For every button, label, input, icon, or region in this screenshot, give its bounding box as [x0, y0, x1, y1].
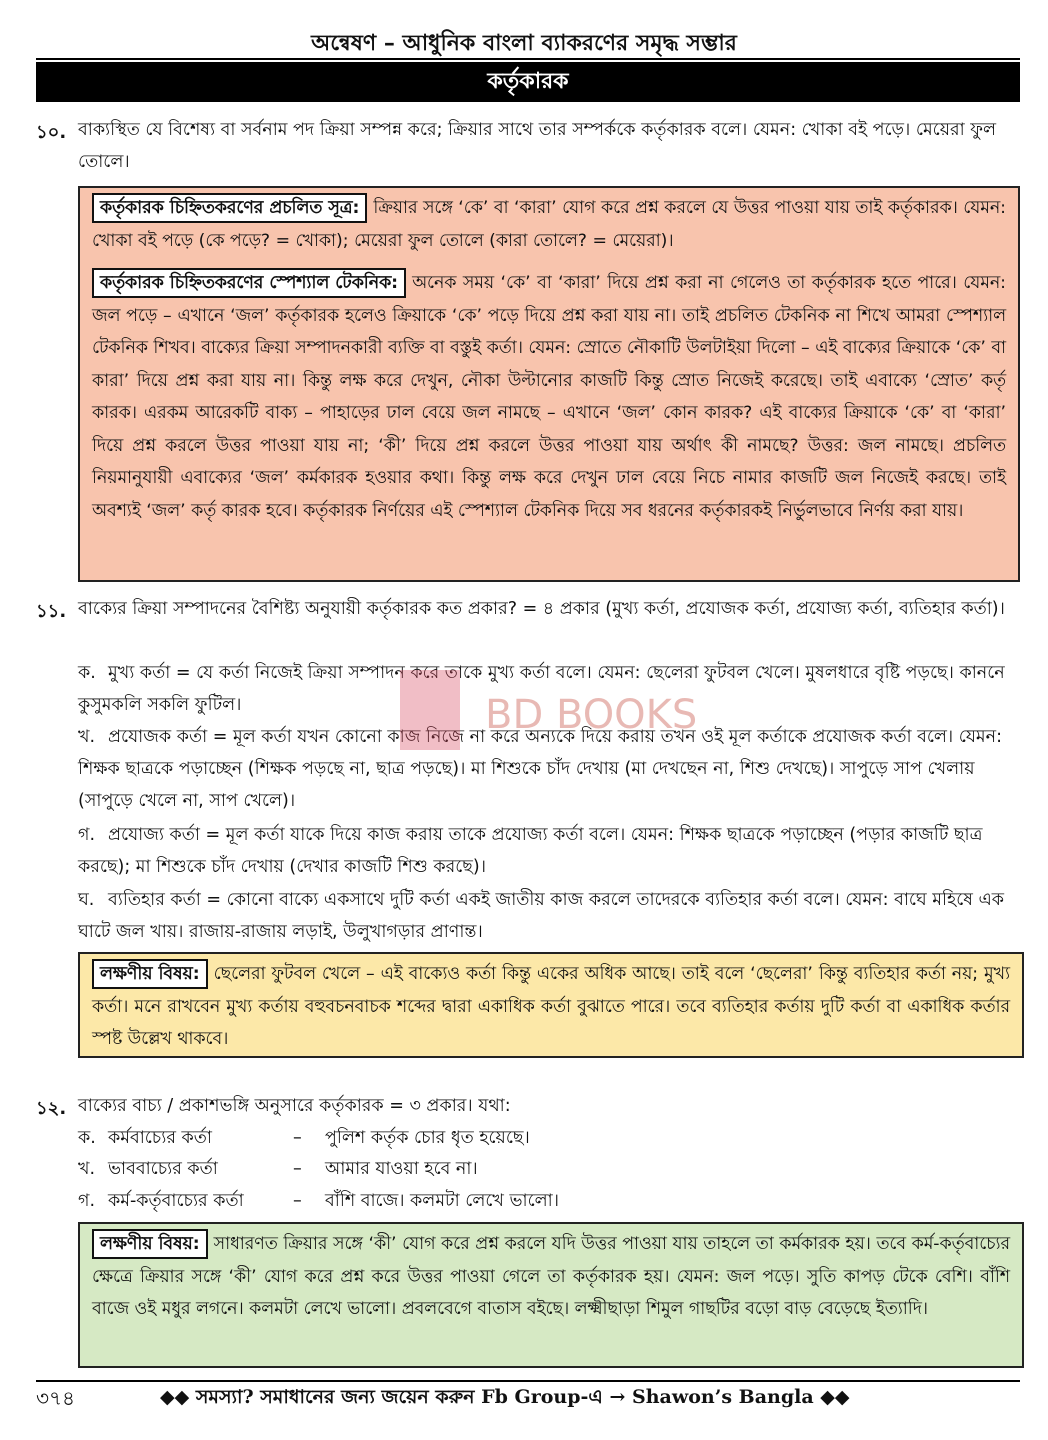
- q11-item-key: ক.: [78, 663, 96, 683]
- page-number: ৩৭৪: [36, 1386, 75, 1410]
- q11-item-text: ব্যতিহার কর্তা = কোনো বাক্যে একসাথে দুটি কর্তা একই জাতীয় কাজ করলে তাদেরকে ব্যতিহার কর্তা বলে। যেমন: বাঘে মহিষে এক ঘাটে জল খায়। রাজায়-রাজায় লড়াই, উলুখাগড়ার প্রাণান্ত।: [78, 890, 1005, 942]
- q12-row-key: ক.: [78, 1128, 96, 1148]
- q11-item-text: প্রযোজ্য কর্তা = মূল কর্তা যাকে দিয়ে কাজ করায় তাকে প্রযোজ্য কর্তা বলে। যেমন: শিক্ষক ছাত্রকে পড়াচ্ছেন (পড়ার কাজটি ছাত্র করছে); মা শিশুকে চাঁদ দেখায় (দেখার কাজটি শিশু করছে)।: [78, 825, 983, 877]
- bd-books-watermark-logo: [400, 670, 698, 750]
- q11-item-ga: [78, 819, 1018, 883]
- q12-row-key: গ.: [78, 1191, 96, 1211]
- section-banner: কর্তৃকারক: [36, 62, 1020, 102]
- conventional-rule-text: ক্রিয়ার সঙ্গে ‘কে’ বা ‘কারা’ যোগ করে প্রশ্ন করলে যে উত্তর পাওয়া যায় তাই কর্তৃকারক। যেমন: খোকা বই পড়ে (কে পড়ে? = খোকা); মেয়েরা ফুল তোলে (কারা তোলে? = মেয়েরা)।: [92, 198, 1006, 251]
- q12-row-ga: [78, 1185, 559, 1217]
- special-technique-box: [78, 186, 1020, 582]
- page-header-title: অন্বেষণ – আধুনিক বাংলা ব্যাকরণের সমৃদ্ধ সম্ভার: [311, 30, 737, 56]
- note-label: লক্ষণীয় বিষয়:: [92, 959, 208, 989]
- q12-row-dash: –: [293, 1159, 302, 1179]
- special-technique-paragraph: [92, 267, 1006, 527]
- q12-row-example: আমার যাওয়া হবে না।: [325, 1159, 478, 1179]
- q11-item-text: মুখ্য কর্তা = যে কর্তা নিজেই ক্রিয়া সম্পাদন করে তাকে মুখ্য কর্তা বলে। যেমন: ছেলেরা ফুটবল খেলে। মুষলধারে বৃষ্টি পড়ছে। কাননে কুসুমকলি সকলি ফুটিল।: [78, 663, 1005, 715]
- q10-number: ১০.: [36, 122, 67, 143]
- q11-number: ১১.: [36, 601, 67, 622]
- q11-item-text: প্রযোজক কর্তা = মূল কর্তা যখন কোনো কাজ নিজে না করে অন্যকে দিয়ে করায় তখন ওই মূল কর্তাকে প্রযোজক কর্তা বলে। যেমন: শিক্ষক ছাত্রকে পড়াচ্ছেন (শিক্ষক পড়ছে না, ছাত্র পড়ছে)। মা শিশুকে চাঁদ দেখায় (মা দেখছেন না, শিশু দেখছে)। সাপুড়ে সাপ খেলায় (সাপুড়ে খেলে না, সাপ খেলে)।: [78, 727, 1002, 811]
- q12-row-ka: [78, 1122, 530, 1154]
- conventional-rule-paragraph: [92, 192, 1006, 257]
- watermark-logo-text: BD BOOKS: [485, 692, 698, 738]
- header-divider: [36, 58, 1020, 60]
- q12-row-example: পুলিশ কর্তৃক চোর ধৃত হয়েছে।: [325, 1128, 530, 1148]
- footer-promo-text: ◆◆ সমস্যা? সমাধানের জন্য জয়েন করুন Fb Group-এ → Shawon’s Bangla ◆◆: [160, 1386, 850, 1408]
- note-box-vyatihar: [78, 952, 1024, 1058]
- q12-row-example: বাঁশি বাজে। কলমটা লেখে ভালো।: [325, 1191, 559, 1211]
- q11-item-gha: [78, 884, 1018, 948]
- q12-row-name: ভাববাচ্যের কর্তা: [108, 1159, 218, 1179]
- q12-row-name: কর্মবাচ্যের কর্তা: [108, 1128, 212, 1148]
- note-box-karma-kartri: [78, 1222, 1024, 1368]
- special-technique-text: অনেক সময় ‘কে’ বা ‘কারা’ দিয়ে প্রশ্ন করা না গেলেও তা কর্তৃকারক হতে পারে। যেমন: জল পড়ে – এখানে ‘জল’ কর্তৃকারক হলেও ক্রিয়াকে ‘কে’ পড়ে দিয়ে প্রশ্ন করা যায় না। তাই প্রচলিত টেকনিক না শিখে আমরা স্পেশ্যাল টেকনিক শিখব। বাক্যের ক্রিয়া সম্পাদনকারী ব্যক্তি বা বস্তুই কর্তা। যেমন: স্রোতে নৌকাটি উলটাইয়া দিলো – এই বাক্যের ক্রিয়াকে ‘কে’ বা কারা’ দিয়ে প্রশ্ন করা যায় না। কিন্তু লক্ষ করে দেখুন, নৌকা উল্টানোর কাজটি কিন্তু স্রোত নিজেই করেছে। তাই এবাক্যে ‘স্রোত’ কর্তৃ কারক। এরকম আরেকটি বাক্য – পাহাড়ের ঢাল বেয়ে জল নামছে – এখানে ‘জল’ কোন কারক? এই বাক্যের ক্রিয়াকে ‘কে’ বা ‘কারা’ দিয়ে প্রশ্ন করলে উত্তর পাওয়া যায় না; ‘কী’ দিয়ে প্রশ্ন করলে উত্তর পাওয়া যায় অর্থাৎ কী নামছে? উত্তর: জল নামছে। প্রচলিত নিয়মানুযায়ী এবাক্যের ‘জল’ কর্মকারক হওয়ার কথা। কিন্তু লক্ষ করে দেখুন ঢাল বেয়ে নিচে নামার কাজটি জল নিজেই করছে। তাই অবশ্যই ‘জল’ কর্তৃ কারক হবে। কর্তৃকারক নির্ণয়ের এই স্পেশ্যাল টেকনিক দিয়ে সব ধরনের কর্তৃকারকই নির্ভুলভাবে নির্ণয় করা যায়।: [92, 273, 1006, 521]
- q12-row-kha: [78, 1153, 478, 1185]
- note-label: লক্ষণীয় বিষয়:: [92, 1229, 208, 1259]
- footer-divider: [36, 1380, 1020, 1382]
- q11-item-key: গ.: [78, 825, 96, 845]
- q12-text: বাক্যের বাচ্য / প্রকাশভঙ্গি অনুসারে কর্তৃকারক = ৩ প্রকার। যথা:: [78, 1096, 511, 1116]
- watermark-logo-block: [400, 670, 460, 750]
- note-text: সাধারণত ক্রিয়ার সঙ্গে ‘কী’ যোগ করে প্রশ্ন করলে যদি উত্তর পাওয়া যায় তাহলে তা কর্মকারক হয়। তবে কর্ম-কর্তৃবাচ্যের ক্ষেত্রে ক্রিয়ার সঙ্গে ‘কী’ যোগ করে প্রশ্ন করে উত্তর পাওয়া গেলে তা কর্তৃকারক হয়। যেমন: জল পড়ে। সুতি কাপড় টেকে বেশি। বাঁশি বাজে ওই মধুর লগনে। কলমটা লেখে ভালো। প্রবলবেগে বাতাস বইছে। লক্ষ্মীছাড়া শিমুল গাছটির বড়ো বাড় বেড়েছে ইত্যাদি।: [92, 1234, 1010, 1319]
- note-text: ছেলেরা ফুটবল খেলে – এই বাক্যেও কর্তা কিন্তু একের অধিক আছে। তাই বলে ‘ছেলেরা’ কিন্তু ব্যতিহার কর্তা নয়; মুখ্য কর্তা। মনে রাখবেন মুখ্য কর্তায় বহুবচনবাচক শব্দের দ্বারা একাধিক কর্তা বুঝাতে পারে। তবে ব্যতিহার কর্তায় দুটি কর্তা বা একাধিক কর্তার স্পষ্ট উল্লেখ থাকবে।: [92, 964, 1010, 1049]
- q12-row-dash: –: [293, 1191, 302, 1211]
- q11-item-key: ঘ.: [78, 890, 95, 910]
- special-technique-label: কর্তৃকারক চিহ্নিতকরণের স্পেশ্যাল টেকনিক:: [92, 268, 406, 298]
- q11-text: বাক্যের ক্রিয়া সম্পাদনের বৈশিষ্ট্য অনুযায়ী কর্তৃকারক কত প্রকার? = ৪ প্রকার (মুখ্য কর্তা, প্রযোজক কর্তা, প্রযোজ্য কর্তা, ব্যতিহার কর্তা)।: [78, 599, 1005, 619]
- q12-number: ১২.: [36, 1098, 67, 1119]
- q12-row-dash: –: [293, 1128, 302, 1148]
- q11-item-key: খ.: [78, 727, 96, 747]
- q10-text: বাক্যস্থিত যে বিশেষ্য বা সর্বনাম পদ ক্রিয়া সম্পন্ন করে; ক্রিয়ার সাথে তার সম্পর্ককে কর্তৃকারক বলে। যেমন: খোকা বই পড়ে। মেয়েরা ফুল তোলে।: [78, 120, 997, 172]
- q12-row-key: খ.: [78, 1159, 96, 1179]
- q12-row-name: কর্ম-কর্তৃবাচ্যের কর্তা: [108, 1191, 244, 1211]
- conventional-rule-label: কর্তৃকারক চিহ্নিতকরণের প্রচলিত সূত্র:: [92, 193, 367, 223]
